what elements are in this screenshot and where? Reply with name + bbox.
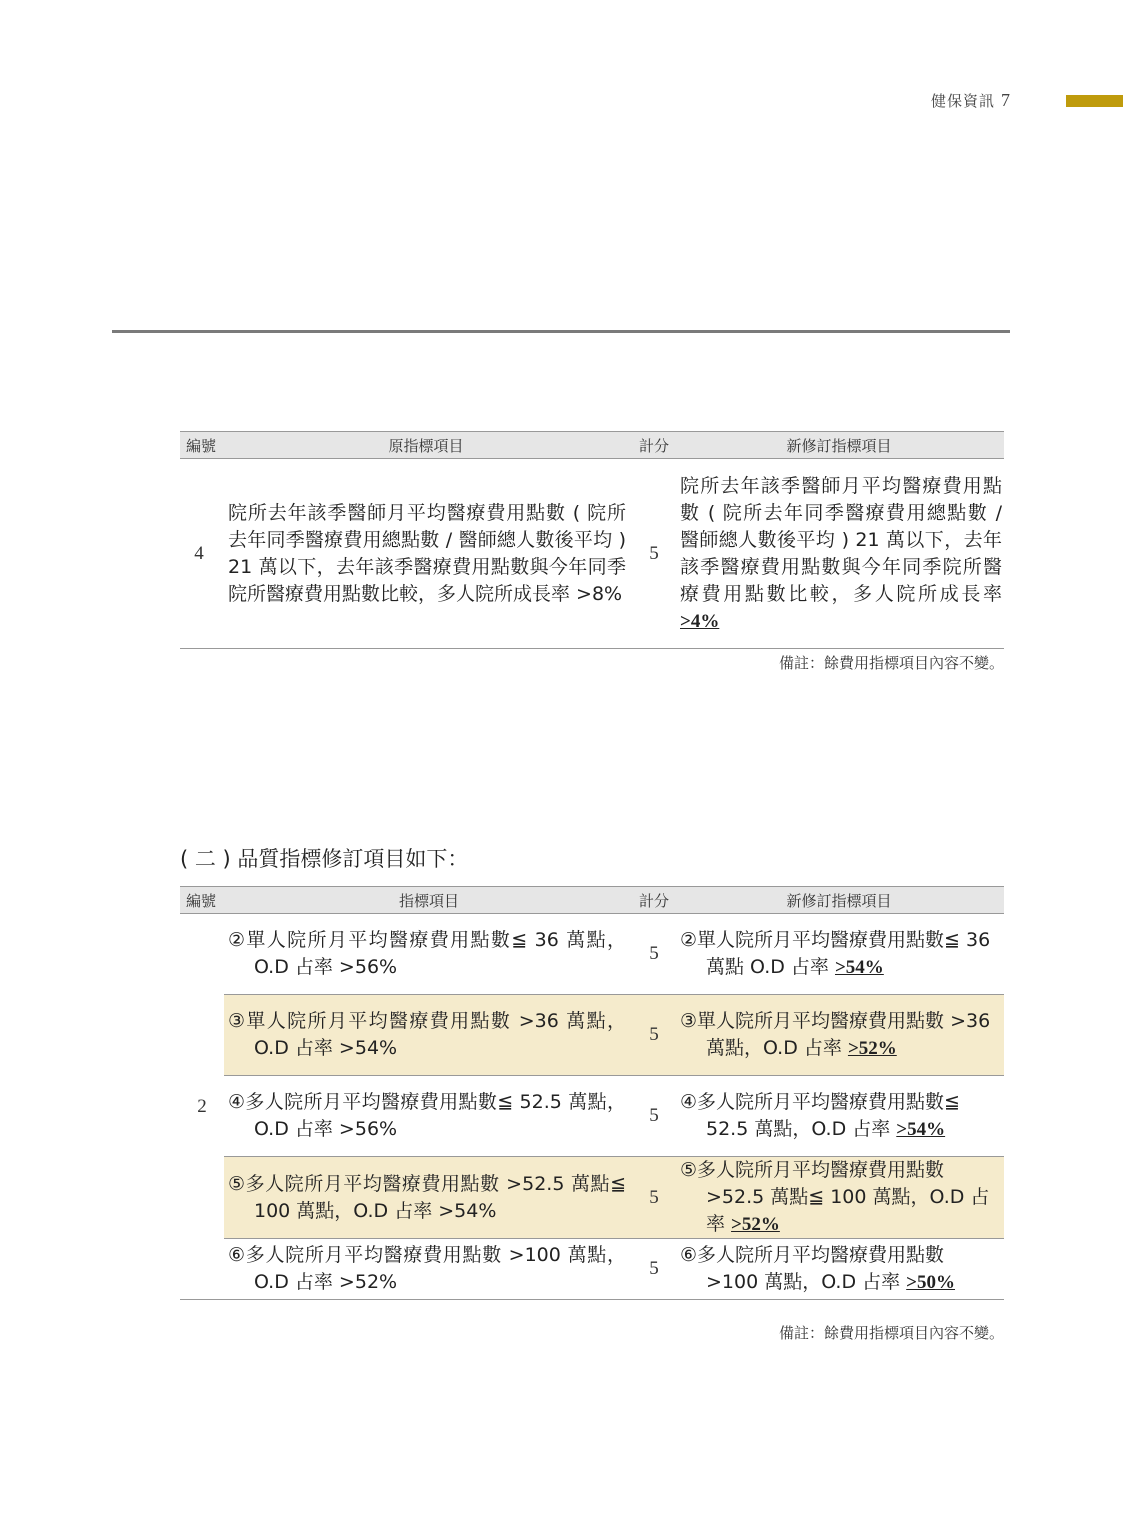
original-indicator: 院所去年該季醫師月平均醫療費用點數 ( 院所去年同季醫療費用總點數 / 醫師總人數後平均 ) 21 萬以下，去年該季醫療費用點數與今年同季院所醫療費用點數比較，多人院所成長率 >8% (218, 459, 634, 649)
revised-indicator (674, 1157, 1004, 1239)
indicator-text: ②單人院所月平均醫療費用點數≦ 36 萬點，O.D 占率 >56% (228, 929, 626, 978)
original-indicator (224, 914, 634, 995)
row-score: 5 (634, 1239, 674, 1300)
revised-indicator-text (680, 927, 1002, 981)
page-number: 7 (1001, 90, 1011, 110)
revised-text: ④多人院所月平均醫療費用點數≦ 52.5 萬點，O.D 占率 (680, 1091, 960, 1140)
original-indicator (224, 1157, 634, 1239)
row-score: 5 (634, 1157, 674, 1239)
header-indicator: 指標項目 (224, 887, 634, 914)
row-score: 5 (634, 459, 674, 649)
revised-value: >50% (906, 1272, 955, 1293)
revised-indicator (674, 995, 1004, 1076)
header-score: 計分 (634, 432, 674, 459)
section-title: ( 二 ) 品質指標修訂項目如下： (180, 847, 469, 871)
table-row (180, 1076, 1004, 1157)
row-score: 5 (634, 1076, 674, 1157)
horizontal-rule (112, 330, 1010, 333)
header-accent-bar (1066, 95, 1123, 107)
revised-value: >4% (680, 611, 720, 632)
revised-text: ②單人院所月平均醫療費用點數≦ 36 萬點 O.D 占率 (680, 929, 991, 978)
row-number: 4 (180, 459, 218, 649)
table1-note: 備註：餘費用指標項目內容不變。 (778, 654, 1004, 672)
revised-value: >52% (731, 1214, 780, 1235)
table-row (180, 1239, 1004, 1300)
table-row (180, 1157, 1004, 1239)
header-no: 編號 (180, 432, 218, 459)
header-title: 健保資訊 (930, 92, 995, 110)
expense-indicator-table (180, 431, 1004, 649)
indicator-text: ③單人院所月平均醫療費用點數 >36 萬點，O.D 占率 >54% (228, 1010, 626, 1059)
table-row (180, 914, 1004, 995)
table-row (180, 995, 1004, 1076)
header-score: 計分 (634, 887, 674, 914)
revised-value: >52% (847, 1038, 897, 1059)
indicator-text: ④多人院所月平均醫療費用點數≦ 52.5 萬點，O.D 占率 >56% (228, 1091, 626, 1140)
original-indicator (224, 1076, 634, 1157)
revised-indicator-text (680, 1089, 1002, 1143)
revised-indicator-text (680, 1157, 1002, 1238)
original-indicator (224, 995, 634, 1076)
header-original: 原指標項目 (218, 432, 634, 459)
quality-indicator-table (180, 886, 1004, 1300)
revised-text: ⑥多人院所月平均醫療費用點數 >100 萬點，O.D 占率 (680, 1244, 945, 1293)
revised-value: >54% (896, 1119, 946, 1140)
revised-value: >54% (834, 957, 884, 978)
header-no: 編號 (180, 887, 224, 914)
indicator-text: ⑤多人院所月平均醫療費用點數 >52.5 萬點≦ 100 萬點，O.D 占率 >54% (228, 1172, 626, 1222)
row-score: 5 (634, 995, 674, 1076)
indicator-text: ⑥多人院所月平均醫療費用點數 >100 萬點，O.D 占率 >52% (228, 1244, 626, 1293)
table-row (180, 459, 1004, 649)
table2-note: 備註：餘費用指標項目內容不變。 (778, 1324, 1004, 1342)
revised-indicator (674, 1239, 1004, 1300)
header-new: 新修訂指標項目 (674, 432, 1004, 459)
page-header (931, 90, 1011, 111)
table-header-row (180, 432, 1004, 459)
table-header-row (180, 887, 1004, 914)
revised-indicator-text: 院所去年該季醫師月平均醫療費用點數 ( 院所去年同季醫療費用總點數 / 醫師總人數後平均 ) 21 萬以下，去年該季醫療費用點數與今年同季院所醫療費用點數比較，多人院所成長率 (680, 475, 1002, 605)
revised-indicator (674, 459, 1004, 649)
revised-indicator-text (680, 1242, 1002, 1296)
revised-indicator-text (680, 1008, 1002, 1062)
revised-indicator (674, 1076, 1004, 1157)
header-new: 新修訂指標項目 (674, 887, 1004, 914)
revised-text: ③單人院所月平均醫療費用點數 >36 萬點，O.D 占率 (680, 1010, 991, 1059)
revised-text: ⑤多人院所月平均醫療費用點數 >52.5 萬點≦ 100 萬點，O.D 占率 (680, 1159, 990, 1235)
revised-indicator (674, 914, 1004, 995)
original-indicator (224, 1239, 634, 1300)
row-score: 5 (634, 914, 674, 995)
row-number: 2 (180, 914, 224, 1300)
